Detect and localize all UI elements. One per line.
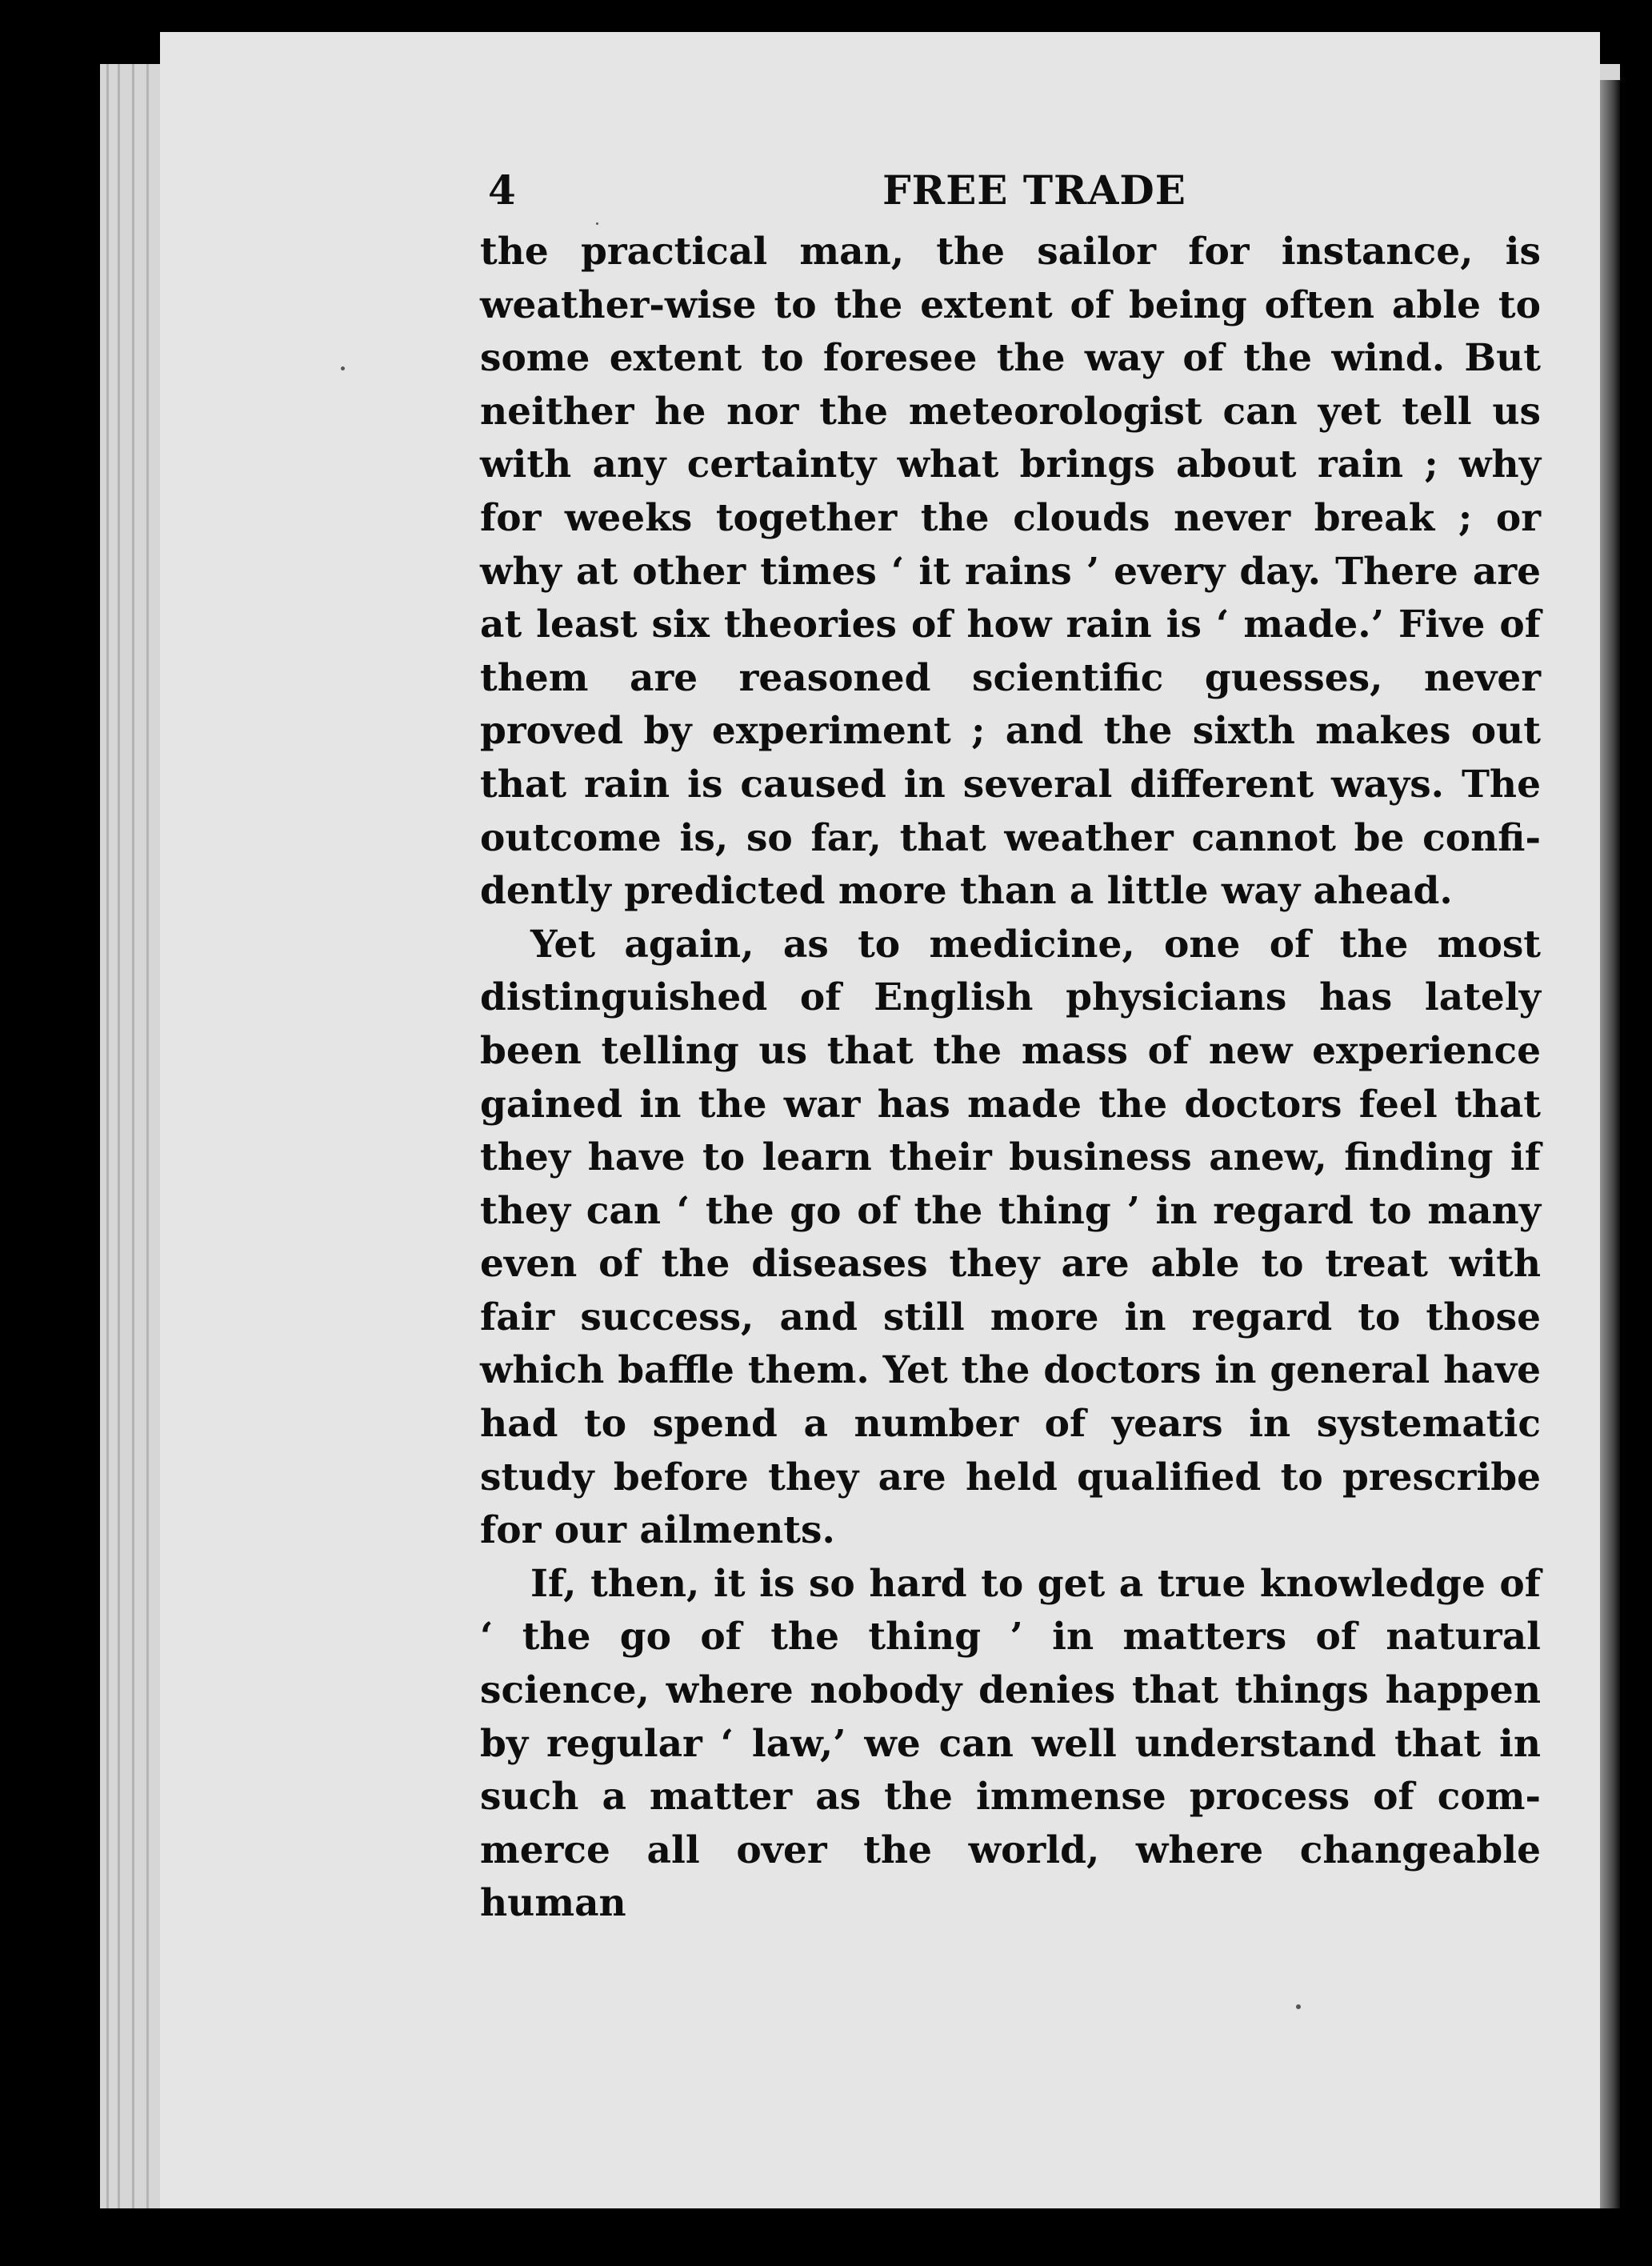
- running-head: [480, 166, 1541, 226]
- paragraph-1: the practical man, the sailor for instance, is weather-wise to the extent of being often able to some extent to foresee the way of the wind. But neither he nor the meteorologist can yet tell us with any certainty what brings about rain ; why for weeks together the clouds never break ; or why at other times ‘ it rains ’ every day. There are at least six theories of how rain is ‘ made.’ Five of them are reasoned scientific guesses, never proved by experiment ; and the sixth makes out that rain is caused in several different ways. The outcome is, so far, that weather cannot be confidently predicted more than a little way ahead.: [480, 230, 1541, 914]
- book-page: [160, 32, 1600, 2208]
- paragraph-2: Yet again, as to medicine, one of the most distinguished of English physicians has lately been telling us that the mass of new experience gained in the war has made the doctors feel that they have to learn their business anew, finding if they can ‘ the go of the thing ’ in regard to many even of the diseases they are able to treat with fair success, and still more in regard to those which baffle them. Yet the doctors in general have had to spend a number of years in systematic study before they are held qualified to prescribe for our ailments.: [480, 922, 1541, 1553]
- page-edge-line: [132, 64, 134, 2208]
- page-edge-line: [106, 64, 109, 2208]
- scan-speck: [1296, 2004, 1301, 2009]
- page-edge-line: [118, 64, 120, 2208]
- scan-speck: [596, 222, 598, 225]
- page-content: [480, 166, 1541, 1931]
- paragraph-3: If, then, it is so hard to get a true knowledge of ‘ the go of the thing ’ in matters of natural science, where nobody denies that things happen by regular ‘ law,’ we can well understand that in such a matter as the immense process of commerce all over the world, where changeable human: [480, 1561, 1541, 1926]
- running-head-title: FREE TRADE: [882, 166, 1186, 214]
- scan-speck: [341, 366, 345, 370]
- body-text: [480, 226, 1541, 1931]
- page-edge-line: [146, 64, 149, 2208]
- page-number: 4: [488, 166, 517, 214]
